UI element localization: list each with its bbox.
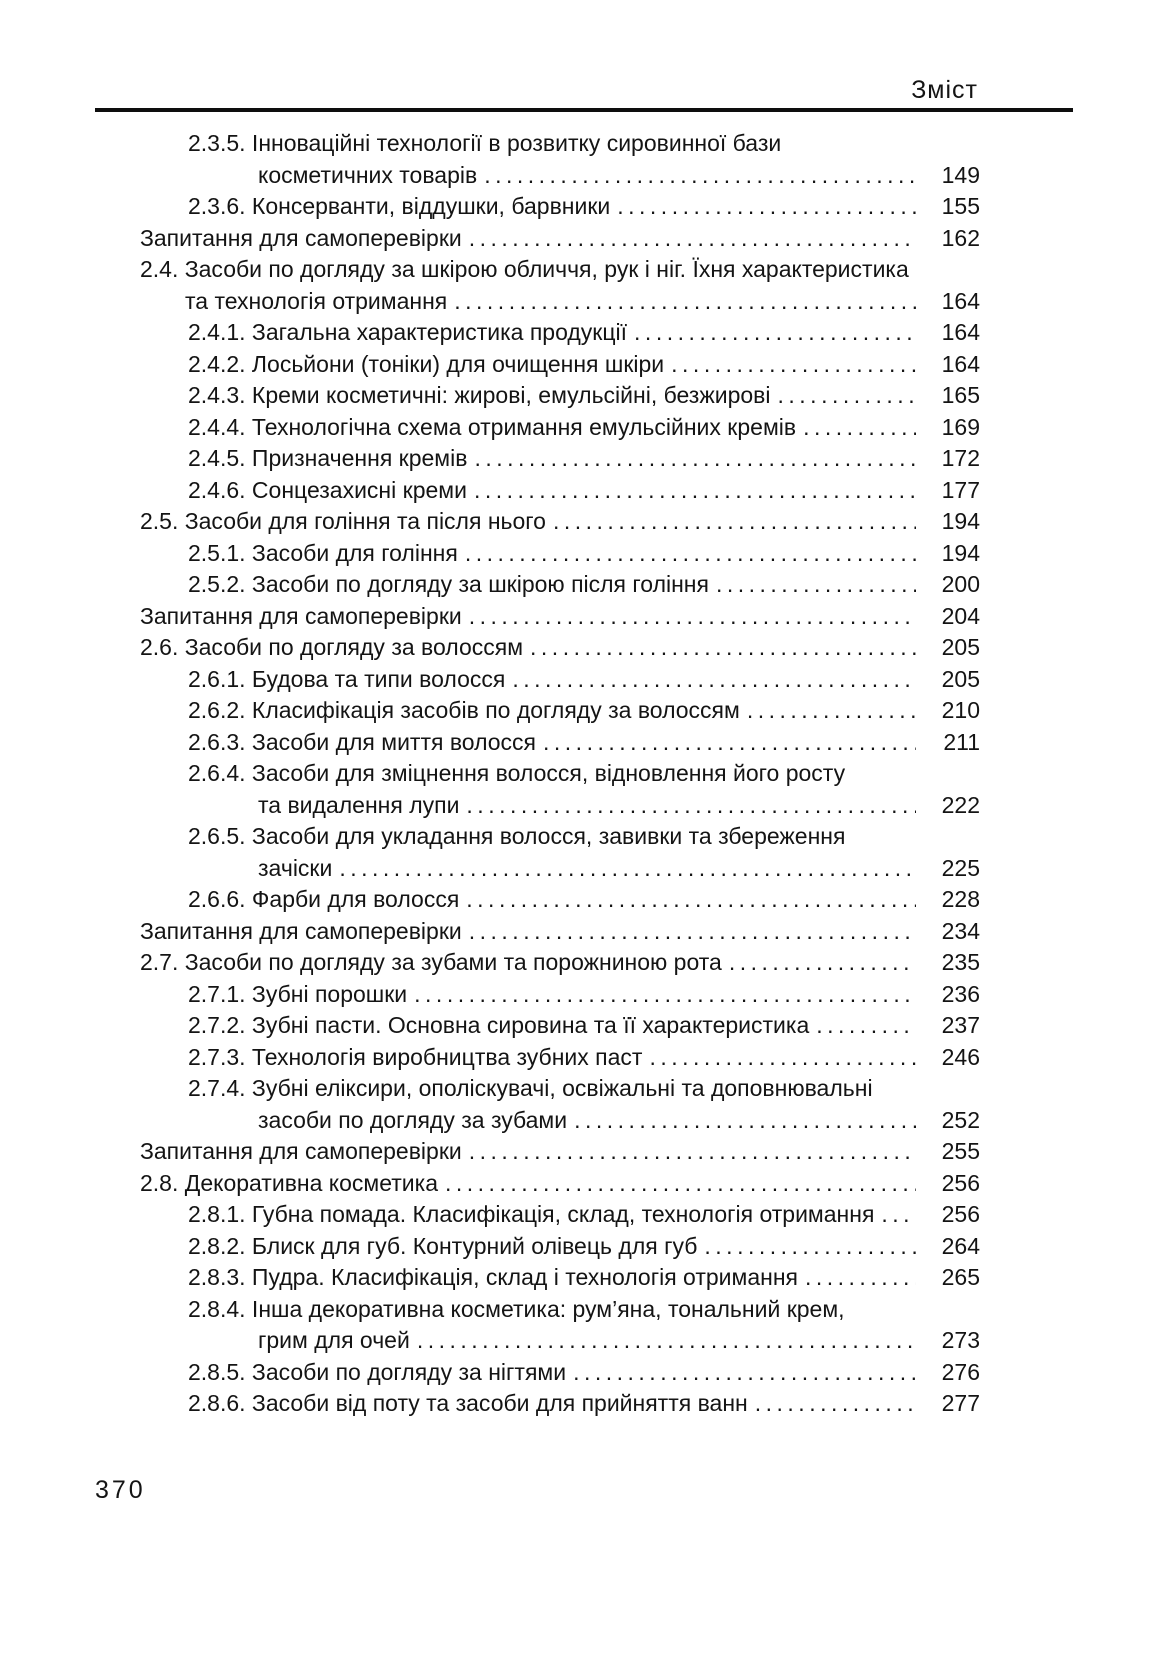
dot-leader: [798, 1262, 916, 1294]
dot-leader: [771, 380, 916, 412]
toc-entry-label: Запитання для самоперевірки: [140, 1138, 462, 1164]
toc-entry: [95, 821, 980, 884]
toc-entry: [95, 727, 980, 759]
toc-entry-label: 2.4.6. Сонцезахисні креми: [188, 476, 467, 503]
toc-entry: [95, 884, 980, 916]
dot-leader: [567, 1105, 916, 1137]
toc-entry: [95, 1010, 980, 1042]
toc-entry: [95, 1231, 980, 1263]
toc-entry: [95, 1042, 980, 1074]
toc-entry-page-number: 211: [943, 728, 980, 755]
dot-leader: [332, 853, 916, 885]
toc-entry-label: 2.6.2. Класифікація засобів по догляду за волоссям: [188, 697, 740, 723]
toc-entry-label: зачіски: [258, 854, 333, 881]
page-header-title: Зміст: [911, 76, 978, 104]
dot-leader: [438, 1168, 916, 1200]
toc-entry: [95, 947, 980, 979]
toc-entry: [95, 317, 980, 349]
toc-entry-page-number: 204: [941, 602, 980, 629]
toc-entry-label: грим для очей: [258, 1327, 410, 1353]
toc-entry-page-number: 194: [941, 539, 980, 566]
dot-leader: [536, 727, 916, 759]
toc-entry-page-number: 235: [941, 949, 980, 975]
toc-entry-label: 2.8.3. Пудра. Класифікація, склад і технологія отримання: [188, 1264, 798, 1290]
toc-entry-page-number: 264: [941, 1232, 980, 1259]
toc-entry-page-number: 276: [941, 1358, 980, 1385]
toc-entry-label: 2.5.2. Засоби по догляду за шкірою після гоління: [188, 571, 709, 597]
toc-entry-label: 2.6.1. Будова та типи волосся: [188, 665, 506, 692]
toc-entry-label: 2.3.6. Консерванти, віддушки, барвники: [188, 193, 611, 219]
dot-leader: [407, 979, 916, 1011]
dot-leader: [874, 1199, 916, 1231]
toc-entry-page-number: 222: [941, 791, 980, 818]
toc-entry-page-number: 165: [941, 382, 980, 408]
toc-entry: [95, 601, 980, 633]
toc-entry-label: 2.8.4. Інша декоративна косметика: рум’яна, тональний крем,: [188, 1295, 845, 1322]
dot-leader: [462, 1136, 916, 1168]
toc-entry-page-number: 194: [941, 508, 980, 534]
toc-entry-label: 2.7. Засоби по догляду за зубами та порожниною рота: [140, 949, 722, 975]
page-header: [95, 76, 978, 105]
toc-entry: [95, 979, 980, 1011]
toc-entry: [95, 443, 980, 475]
toc-entry-page-number: 205: [941, 665, 980, 692]
toc-entry-label: 2.8.6. Засоби від поту та засоби для прийняття ванн: [188, 1390, 748, 1416]
toc-entry-label: 2.8.1. Губна помада. Класифікація, склад, технологія отримання: [188, 1201, 875, 1227]
toc-entry-label: 2.7.1. Зубні порошки: [188, 980, 408, 1007]
toc-entry-page-number: 237: [941, 1012, 980, 1038]
dot-leader: [462, 916, 916, 948]
dot-leader: [697, 1231, 916, 1263]
toc-entry-page-number: 225: [941, 854, 980, 881]
toc-entry-page-number: 164: [941, 287, 980, 314]
toc-entry: [95, 1199, 980, 1231]
dot-leader: [505, 664, 916, 696]
dot-leader: [477, 160, 916, 192]
toc-entry-page-number: 149: [941, 161, 980, 188]
dot-leader: [458, 538, 916, 570]
toc-entry: [95, 632, 980, 664]
dot-leader: [459, 884, 916, 916]
toc-entry: [95, 506, 980, 538]
dot-leader: [664, 349, 916, 381]
toc-entry: [95, 1073, 980, 1136]
toc-entry: [95, 916, 980, 948]
toc-entry-label: 2.6.6. Фарби для волосся: [188, 886, 460, 912]
dot-leader: [610, 191, 916, 223]
toc-entry-page-number: 246: [941, 1043, 980, 1070]
toc-entry-label: засоби по догляду за зубами: [258, 1106, 568, 1133]
dot-leader: [740, 695, 916, 727]
toc-entry: [95, 1136, 980, 1168]
toc-entry-label: 2.8.5. Засоби по догляду за нігтями: [188, 1358, 567, 1385]
toc-entry: [95, 569, 980, 601]
toc-entry-page-number: 155: [941, 193, 980, 219]
toc-entry-label: 2.4.4. Технологічна схема отримання емульсійних кремів: [188, 413, 797, 440]
toc-entry: [95, 412, 980, 444]
toc-entry-label: 2.6.5. Засоби для укладання волосся, завивки та збереження: [188, 823, 846, 849]
toc-entry: [95, 475, 980, 507]
toc-entry-label: 2.6.4. Засоби для зміцнення волосся, відновлення його росту: [188, 760, 846, 786]
toc-entry-page-number: 234: [941, 917, 980, 944]
toc-entry: [95, 1388, 980, 1420]
toc-entry: [95, 695, 980, 727]
toc-entry-page-number: 265: [941, 1264, 980, 1290]
dot-leader: [462, 601, 916, 633]
toc-entry-page-number: 252: [941, 1106, 980, 1133]
dot-leader: [459, 790, 916, 822]
toc-entry: [95, 758, 980, 821]
dot-leader: [467, 443, 916, 475]
toc-entry: [95, 128, 980, 191]
toc-entry-label: 2.7.3. Технологія виробництва зубних паст: [188, 1043, 643, 1070]
toc-entry-page-number: 177: [941, 476, 980, 503]
toc-entry-label: Запитання для самоперевірки: [140, 917, 462, 944]
toc-entry-label: 2.7.4. Зубні еліксири, ополіскувачі, освіжальні та доповнювальні: [188, 1075, 873, 1101]
toc-entry-label: Запитання для самоперевірки: [140, 224, 462, 251]
toc-entry-page-number: 256: [941, 1201, 980, 1227]
dot-leader: [722, 947, 916, 979]
dot-leader: [796, 412, 916, 444]
toc-entry-label: 2.4.5. Призначення кремів: [188, 445, 468, 471]
dot-leader: [410, 1325, 916, 1357]
toc-entry-page-number: 228: [941, 886, 980, 912]
toc-entry-label: Запитання для самоперевірки: [140, 602, 462, 629]
toc-entry-page-number: 164: [941, 319, 980, 345]
toc-entry-page-number: 164: [941, 350, 980, 377]
toc-entry-page-number: 205: [941, 634, 980, 660]
toc-entry-page-number: 273: [941, 1327, 980, 1353]
toc-entry-label: 2.5.1. Засоби для гоління: [188, 539, 458, 566]
toc-entry-label: 2.4. Засоби по догляду за шкірою обличчя, рук і ніг. Їхня характеристика: [140, 256, 909, 282]
toc-entry: [95, 1357, 980, 1389]
toc-entry: [95, 380, 980, 412]
toc-entry: [95, 1294, 980, 1357]
toc-entry-label: та видалення лупи: [258, 791, 460, 818]
dot-leader: [462, 223, 916, 255]
toc-entry: [95, 538, 980, 570]
dot-leader: [748, 1388, 916, 1420]
toc-entry-label: 2.4.3. Креми косметичні: жирові, емульсійні, безжирові: [188, 382, 771, 408]
toc-entry-page-number: 277: [941, 1390, 980, 1416]
toc-entry-label: 2.6. Засоби по догляду за волоссям: [140, 634, 524, 660]
dot-leader: [642, 1042, 916, 1074]
toc-entry-label: 2.3.5. Інноваційні технології в розвитку сировинної бази: [188, 130, 782, 156]
toc-entry-page-number: 200: [941, 571, 980, 597]
toc-entry-page-number: 172: [941, 445, 980, 471]
toc-entry-page-number: 169: [941, 413, 980, 440]
dot-leader: [467, 475, 916, 507]
toc-entry-label: 2.7.2. Зубні пасти. Основна сировина та її характеристика: [188, 1012, 810, 1038]
toc-entry: [95, 1168, 980, 1200]
toc-entry-label: 2.8.2. Блиск для губ. Контурний олівець для губ: [188, 1232, 698, 1259]
toc-entry: [95, 254, 980, 317]
toc-entry-label: та технологія отримання: [185, 287, 448, 314]
toc-entry-page-number: 256: [941, 1169, 980, 1196]
toc-entry-label: 2.6.3. Засоби для миття волосся: [188, 728, 537, 755]
toc-entry-label: 2.4.1. Загальна характеристика продукції: [188, 319, 628, 345]
toc-entry-page-number: 236: [941, 980, 980, 1007]
toc-entry: [95, 1262, 980, 1294]
page-footer: [95, 1476, 146, 1505]
toc-list: [95, 128, 980, 1420]
toc-entry: [95, 223, 980, 255]
dot-leader: [546, 506, 916, 538]
dot-leader: [809, 1010, 916, 1042]
toc-entry: [95, 191, 980, 223]
footer-page-number: 370: [95, 1476, 146, 1504]
dot-leader: [447, 286, 916, 318]
dot-leader: [709, 569, 916, 601]
toc-entry-label: 2.8. Декоративна косметика: [140, 1169, 438, 1196]
toc-entry-label: 2.4.2. Лосьйони (тоніки) для очищення шкіри: [188, 350, 665, 377]
dot-leader: [566, 1357, 916, 1389]
toc-entry: [95, 664, 980, 696]
toc-entry-page-number: 210: [941, 697, 980, 723]
toc-entry-label: косметичних товарів: [258, 161, 478, 188]
toc-entry-page-number: 255: [941, 1138, 980, 1164]
toc-entry-label: 2.5. Засоби для гоління та після нього: [140, 508, 546, 534]
dot-leader: [627, 317, 916, 349]
dot-leader: [523, 632, 916, 664]
toc-entry: [95, 349, 980, 381]
toc-entry-page-number: 162: [941, 224, 980, 251]
header-rule: [95, 108, 1073, 112]
